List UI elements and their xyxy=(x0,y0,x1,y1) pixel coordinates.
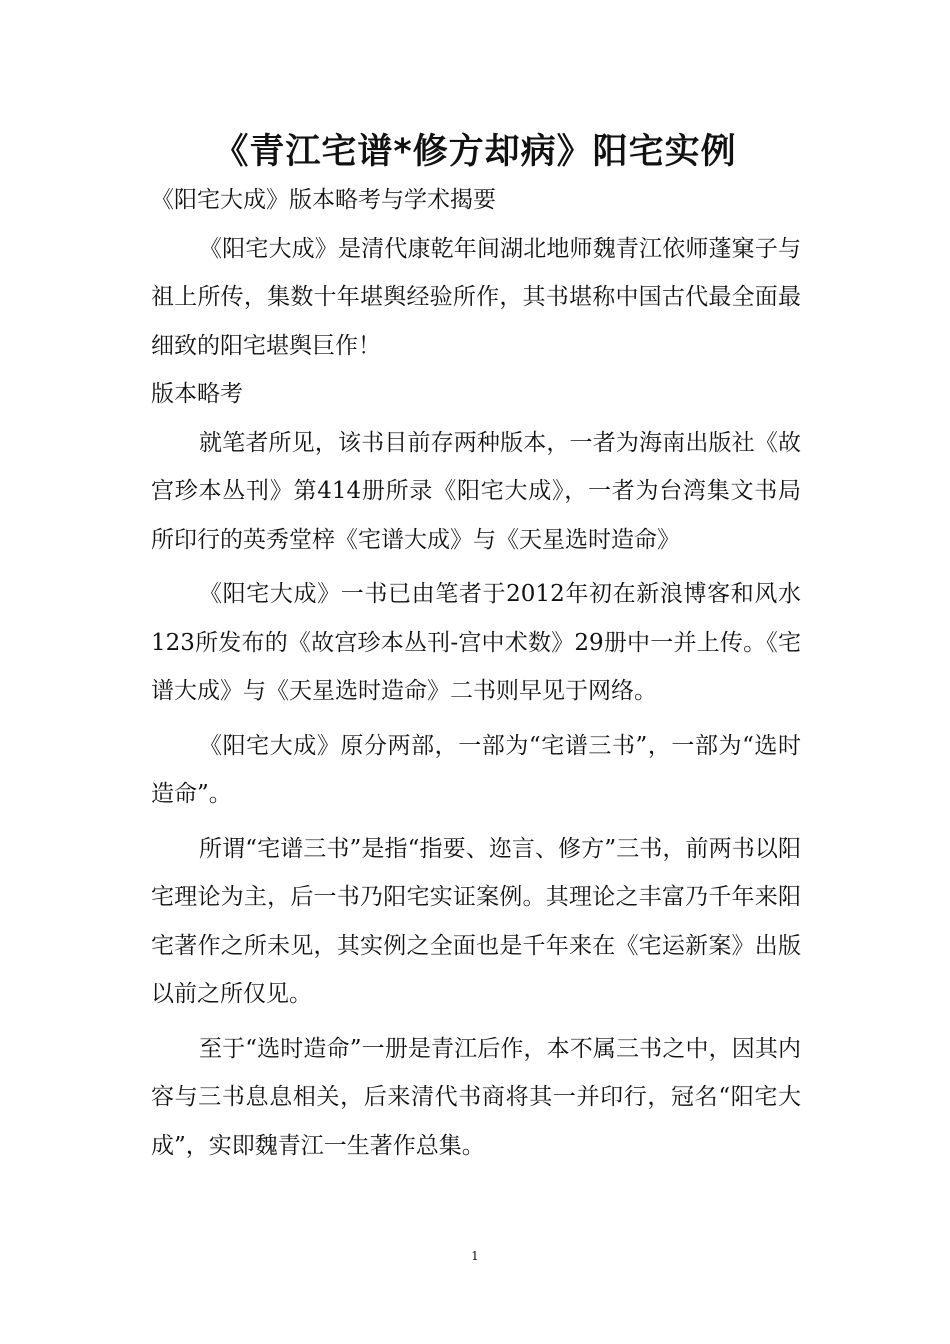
paragraph-upload: 《阳宅大成》一书已由笔者于2012年初在新浪博客和风水123所发布的《故宫珍本丛刊-宫中术数》29册中一并上传。《宅谱大成》与《天星选时造命》二书则早见于网络。 xyxy=(151,581,801,704)
document-body xyxy=(151,176,801,1170)
paragraph-selection: 至于“选时造命”一册是青江后作，本不属三书之中，因其内容与三书息息相关，后来清代书商将其一并印行，冠名“阳宅大成”，实即魏青江一生著作总集。 xyxy=(151,1035,801,1159)
intro-paragraph: 《阳宅大成》是清代康乾年间湖北地师魏青江依师蓬窠子与祖上所传，集数十年堪舆经验所作，其书堪称中国古代最全面最细致的阳宅堪舆巨作！ xyxy=(151,235,801,359)
paragraph-parts: 《阳宅大成》原分两部，一部为“宅谱三书”，一部为“选时造命”。 xyxy=(151,732,801,807)
section-heading: 版本略考 xyxy=(151,381,243,407)
page-number: 1 xyxy=(471,1249,479,1263)
paragraph-editions: 就笔者所见，该书目前存两种版本，一者为海南出版社《故宫珍本丛刊》第414册所录《阳宅大成》，一者为台湾集文书局所印行的英秀堂梓《宅谱大成》与《天星选时造命》 xyxy=(151,429,801,553)
paragraph-three-books: 所谓“宅谱三书”是指“指要、迩言、修方”三书，前两书以阳宅理论为主，后一书乃阳宅实证案例。其理论之丰富乃千年来阳宅著作之所未见，其实例之全面也是千年来在《宅运新案》出版以前之所仅见。 xyxy=(151,835,801,1007)
subtitle-heading: 《阳宅大成》版本略考与学术揭要 xyxy=(151,187,496,213)
document-title: 《青江宅谱*修方却病》阳宅实例 xyxy=(213,132,737,172)
